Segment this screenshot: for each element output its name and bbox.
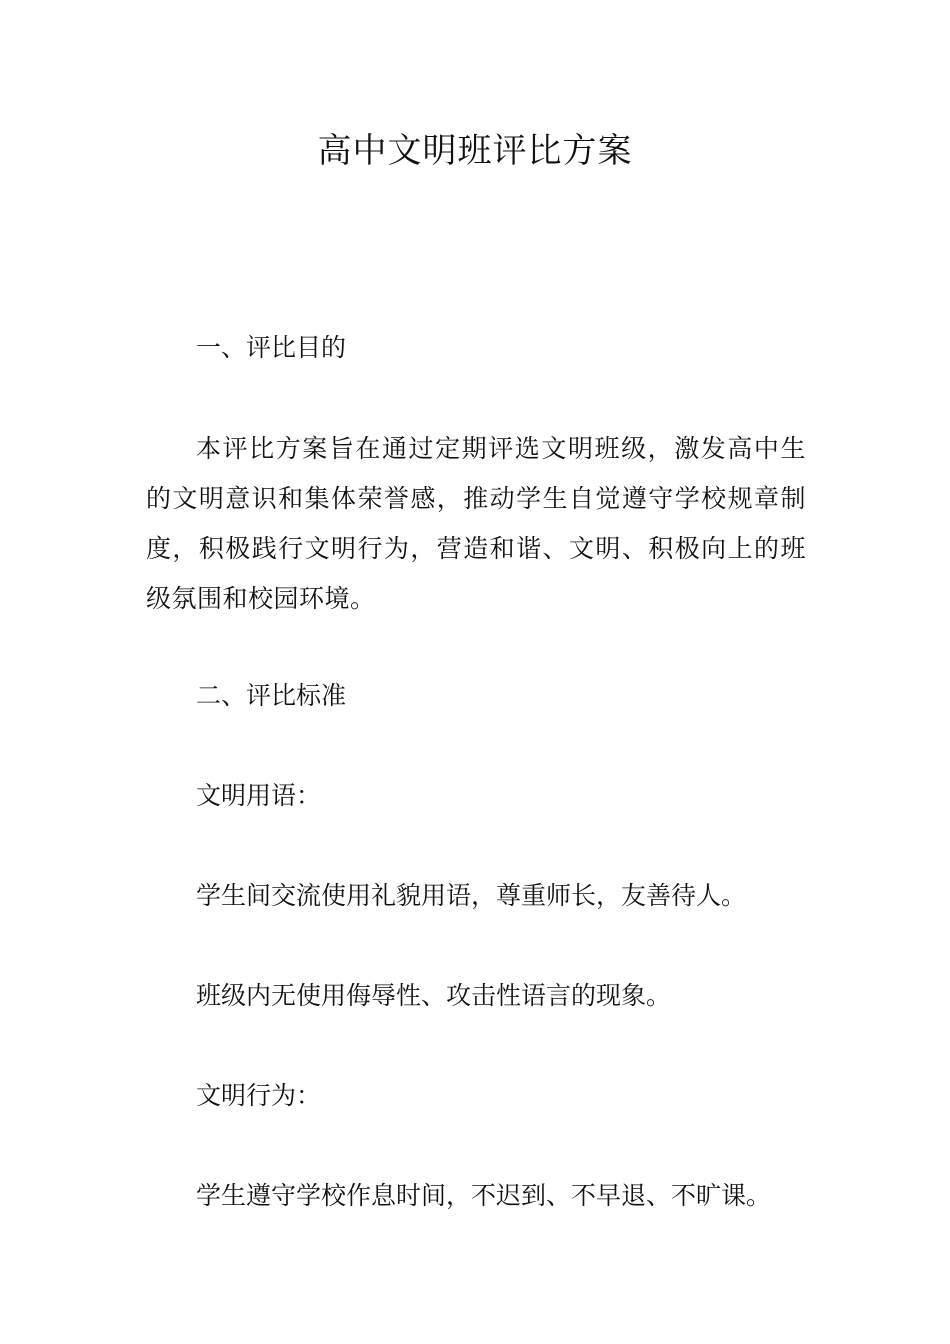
criteria-item: 学生间交流使用礼貌用语，尊重师长，友善待人。 xyxy=(196,881,747,910)
criteria-label-behavior: 文明行为： xyxy=(196,1081,322,1110)
criteria-item: 学生遵守学校作息时间，不迟到、不早退、不旷课。 xyxy=(196,1181,772,1210)
document-title: 高中文明班评比方案 xyxy=(317,131,633,171)
section-heading-purpose: 一、评比目的 xyxy=(196,333,347,362)
criteria-item: 班级内无使用侮辱性、攻击性语言的现象。 xyxy=(196,981,672,1010)
purpose-paragraph: 本评比方案旨在通过定期评选文明班级，激发高中生的文明意识和集体荣誉感，推动学生自觉遵守学校规章制度，积极践行文明行为，营造和谐、文明、积极向上的班级氛围和校园环境。 xyxy=(146,434,806,613)
section-heading-criteria: 二、评比标准 xyxy=(196,681,347,710)
criteria-label-language: 文明用语： xyxy=(196,781,322,810)
